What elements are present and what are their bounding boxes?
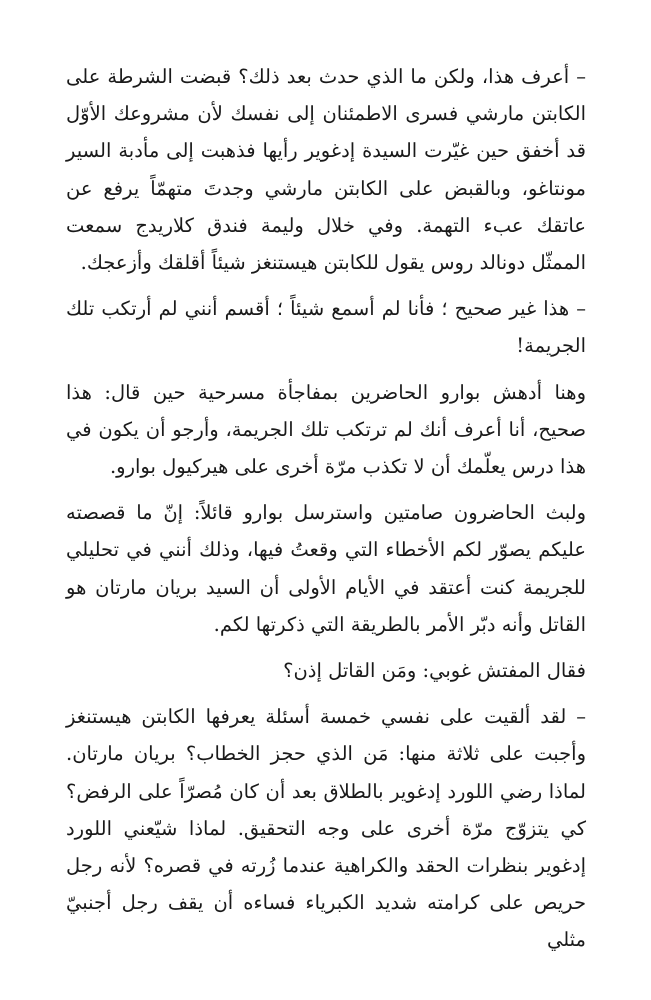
paragraph-gap [66, 689, 586, 698]
paragraph-poirot-surprise: وهنا أدهش بوارو الحاضرين بمفاجأة مسرحية حين قال: هذا صحيح، أنا أعرف أنك لم ترتكب تلك الجريمة، وأرجو أن يكون في هذا درس يعلّمك أن لا تكذب مرّة أخرى على هيركيول بوارو. [66, 380, 586, 479]
paragraph-five-questions: – لقد ألقيت على نفسي خمسة أسئلة يعرفها الكابتن هيستنغز وأجبت على ثلاثة منها: مَن الذي حجز الخطاب؟ بريان مارتان. لماذا رضي اللورد إدغوير بالطلاق بعد أن كان مُصرّاً على الرفض؟ كي يتزوّج مرّة أخرى على وجه التحقيق. لماذا شيّعني اللورد إدغوير بنظرات الحقد والكراهية عندما زُرته في قصره؟ لأنه رجل حريص على كرامته شديد الكبرياء فساءه أن يقف رجل أجنبيّ مثلي [66, 705, 586, 952]
paragraph-inspector-question: فقال المفتش غوبي: ومَن القاتل إذن؟ [283, 659, 586, 683]
book-page [66, 58, 586, 959]
paragraph-gap [66, 643, 586, 652]
paragraph-denial: – هذا غير صحيح ؛ فأنا لم أسمع شيئاً ؛ أقسم أنني لم أرتكب تلك الجريمة! [66, 297, 586, 358]
paragraph-accusation: – أعرف هذا، ولكن ما الذي حدث بعد ذلك؟ قبضت الشرطة على الكابتن مارشي فسرى الاطمئنان إلى نفسك لأن مشروعك الأوّل قد أخفق حين غيّرت السيدة إدغوير رأيها فذهبت إلى مأدبة السير مونتاغو، وبالقبض على الكابتن مارشي وجدتَ متهمّاً يرفع عن عاتقك عبء التهمة. وفي خلال وليمة فندق كلاريدج سمعت الممثّل دونالد روس يقول للكابتن هيستنغز شيئاً أقلقك وأزعجك. [66, 65, 586, 275]
paragraph-gap [66, 281, 586, 290]
paragraph-gap [66, 365, 586, 374]
paragraph-gap [66, 485, 586, 494]
paragraph-poirot-explanation: ولبث الحاضرون صامتين واسترسل بوارو قائلاً: إنّ ما قصصته عليكم يصوّر لكم الأخطاء التي وقعتُ فيها، وذلك أنني في تحليلي للجريمة كنت أعتقد في الأيام الأولى أن السيد بريان مارتان هو القاتل وأنه دبّر الأمر بالطريقة التي ذكرتها لكم. [66, 501, 586, 636]
